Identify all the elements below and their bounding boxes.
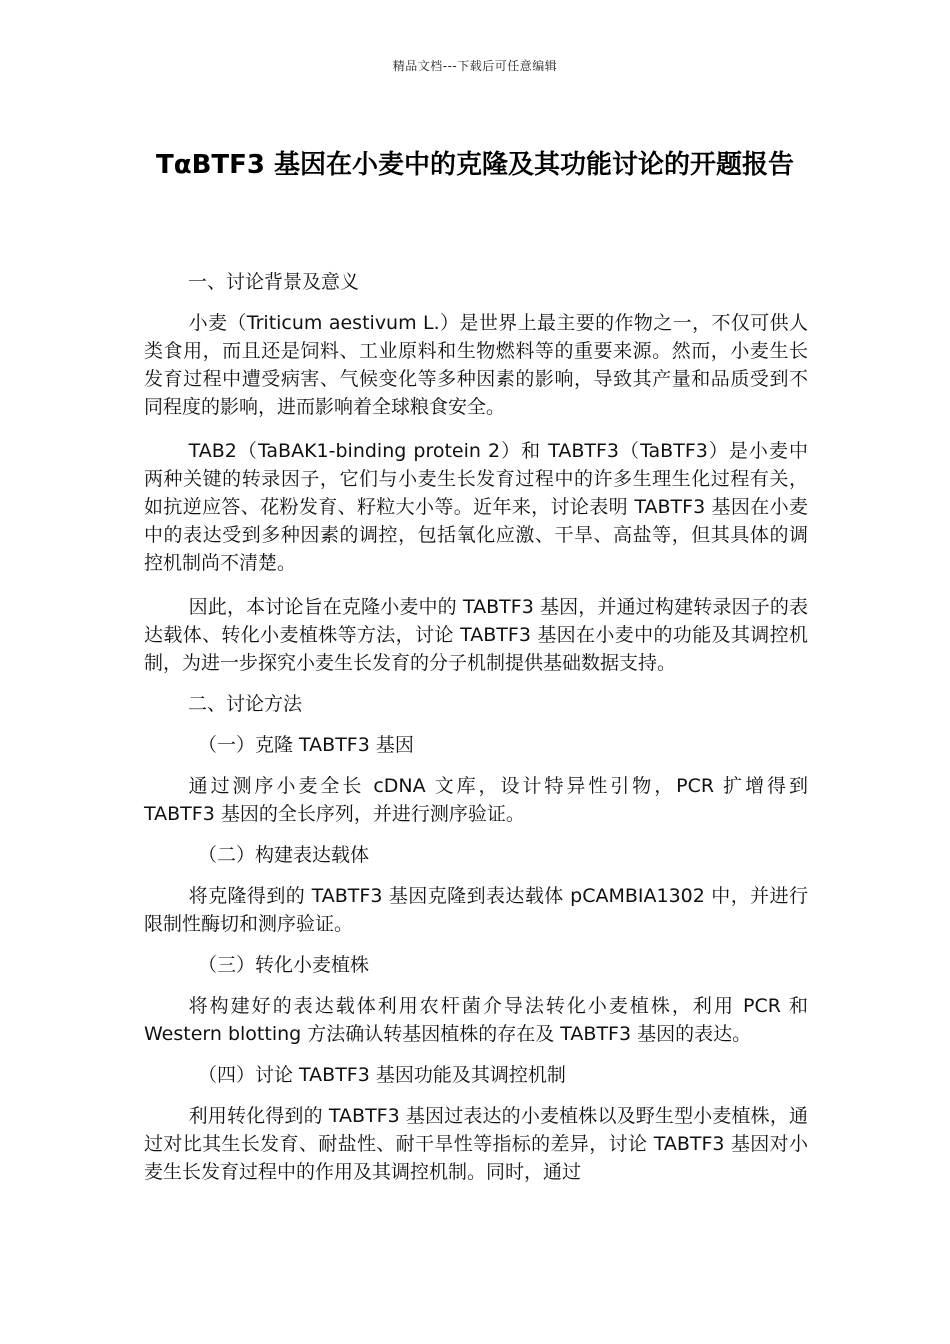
paragraph-transcription-factors: TAB2（TaBAK1-binding protein 2）和 TABTF3（TaBTF3）是小麦中两种关键的转录因子，它们与小麦生长发育过程中的许多生理生化过程有关，如抗逆应答、花粉发育、籽粒大小等。近年来，讨论表明 TABTF3 基因在小麦中的表达受到多种因素的调控，包括氧化应激、干旱、高盐等，但其具体的调控机制尚不清楚。	[144, 440, 808, 574]
section-heading-background: 一、讨论背景及意义	[188, 271, 360, 293]
subheading-transform-plants: （三）转化小麦植株	[198, 954, 370, 976]
paragraph-build-vector: 将克隆得到的 TABTF3 基因克隆到表达载体 pCAMBIA1302 中，并进行限制性酶切和测序验证。	[144, 885, 808, 935]
subheading-build-vector: （二）构建表达载体	[198, 844, 370, 866]
paragraph-transform-plants: 将构建好的表达载体利用农杆菌介导法转化小麦植株，利用 PCR 和 Western blotting 方法确认转基因植株的存在及 TABTF3 基因的表达。	[144, 995, 808, 1045]
paragraph-gene-function: 利用转化得到的 TABTF3 基因过表达的小麦植株以及野生型小麦植株，通过对比其生长发育、耐盐性、耐干旱性等指标的差异，讨论 TABTF3 基因对小麦生长发育过程中的作用及其调控机制。同时，通过	[144, 1105, 808, 1183]
subheading-gene-function: （四）讨论 TABTF3 基因功能及其调控机制	[198, 1064, 566, 1086]
document-title: TαBTF3 基因在小麦中的克隆及其功能讨论的开题报告	[155, 150, 795, 180]
section-heading-methods: 二、讨论方法	[188, 693, 303, 715]
paragraph-wheat-intro: 小麦（Triticum aestivum L.）是世界上最主要的作物之一，不仅可供人类食用，而且还是饲料、工业原料和生物燃料等的重要来源。然而，小麦生长发育过程中遭受病害、气候变化等多种因素的影响，导致其产量和品质受到不同程度的影响，进而影响着全球粮食安全。	[144, 312, 808, 418]
document-body	[144, 268, 808, 1186]
paragraph-research-aim: 因此，本讨论旨在克隆小麦中的 TABTF3 基因，并通过构建转录因子的表达载体、转化小麦植株等方法，讨论 TABTF3 基因在小麦中的功能及其调控机制，为进一步探究小麦生长发育的分子机制提供基础数据支持。	[144, 596, 808, 674]
header-note: 精品文档---下载后可任意编辑	[392, 59, 558, 73]
paragraph-clone-gene: 通过测序小麦全长 cDNA 文库，设计特异性引物，PCR 扩增得到 TABTF3 基因的全长序列，并进行测序验证。	[144, 775, 808, 825]
subheading-clone-gene: （一）克隆 TABTF3 基因	[198, 734, 414, 756]
